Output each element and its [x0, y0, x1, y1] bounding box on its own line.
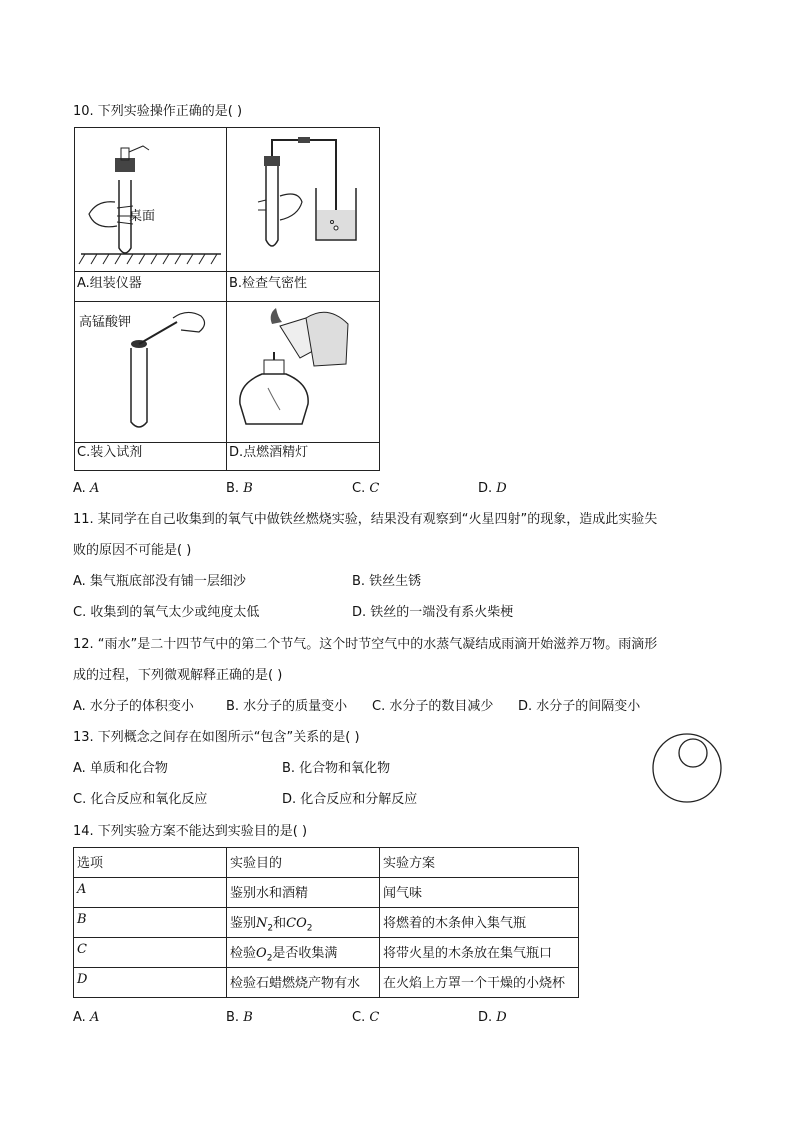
row-plan: 闻气味 — [380, 878, 579, 908]
reagent-label: 高锰酸钾 — [79, 315, 132, 330]
q14-option-c[interactable]: C. C — [352, 1010, 380, 1025]
grid-divider — [75, 301, 379, 302]
q11-stem-line2: 败的原因不可能是( ) — [73, 543, 192, 558]
table-row — [74, 878, 579, 908]
test-tube-pressing-on-table-figure — [77, 130, 225, 270]
q12-stem-line2: 成的过程，下列微观解释正确的是( ) — [73, 668, 283, 683]
q10-stem: 10. 下列实验操作正确的是( ) — [73, 104, 243, 119]
row-plan: 在火焰上方罩一个干燥的小烧杯 — [380, 968, 579, 998]
q12-option-c[interactable]: C. 水分子的数目减少 — [372, 699, 494, 714]
grid-divider — [75, 442, 379, 443]
q11-stem-line1: 11. 某同学在自己收集到的氧气中做铁丝燃烧实验，结果没有观察到“火星四射”的现象，造成此实验失 — [73, 512, 658, 527]
table-label: 桌面 — [129, 209, 156, 224]
table-row — [74, 938, 579, 968]
row-option: D — [74, 968, 227, 998]
figure-d-caption: D.点燃酒精灯 — [229, 445, 309, 460]
inclusion-relation-circles-diagram — [650, 731, 724, 805]
q12-option-d[interactable]: D. 水分子的间隔变小 — [518, 699, 641, 714]
q14-table — [73, 847, 579, 998]
table-header-row — [74, 848, 579, 878]
grid-divider — [75, 271, 379, 272]
q13-option-d[interactable]: D. 化合反应和分解反应 — [282, 792, 418, 807]
q14-option-d[interactable]: D. D — [478, 1010, 507, 1025]
q14-option-b[interactable]: B. B — [226, 1010, 253, 1025]
grid-divider — [226, 128, 227, 470]
q13-option-c[interactable]: C. 化合反应和氧化反应 — [73, 792, 208, 807]
table-row — [74, 908, 579, 938]
lighting-alcohol-lamp-figure — [228, 304, 378, 438]
header-goal: 实验目的 — [227, 848, 380, 878]
q11-option-a[interactable]: A. 集气瓶底部没有铺一层细沙 — [73, 574, 246, 589]
row-goal: 检验$O_2$是否收集满 — [227, 938, 380, 968]
row-option: C — [74, 938, 227, 968]
q11-option-b[interactable]: B. 铁丝生锈 — [352, 574, 422, 589]
row-plan: 将带火星的木条放在集气瓶口 — [380, 938, 579, 968]
q10-option-b[interactable]: B. B — [226, 481, 253, 496]
q12-stem-line1: 12. “雨水”是二十四节气中的第二个节气。这个时节空气中的水蒸气凝结成雨滴开始滋养万物。雨滴形 — [73, 637, 658, 652]
figure-c-caption: C.装入试剂 — [77, 445, 143, 460]
q14-stem: 14. 下列实验方案不能达到实验目的是( ) — [73, 824, 308, 839]
q14-option-a[interactable]: A. A — [73, 1010, 100, 1025]
q12-option-b[interactable]: B. 水分子的质量变小 — [226, 699, 348, 714]
air-tightness-check-figure — [228, 130, 378, 270]
figure-b-caption: B.检查气密性 — [229, 276, 308, 291]
header-option: 选项 — [74, 848, 227, 878]
q10-option-c[interactable]: C. C — [352, 481, 380, 496]
row-option: B — [74, 908, 227, 938]
row-goal: 鉴别$N_2$和$CO_2$ — [227, 908, 380, 938]
q13-stem: 13. 下列概念之间存在如图所示“包含”关系的是( ) — [73, 730, 360, 745]
table-row — [74, 968, 579, 998]
q10-figure-grid — [74, 127, 380, 471]
q10-option-d[interactable]: D. D — [478, 481, 507, 496]
q13-option-b[interactable]: B. 化合物和氧化物 — [282, 761, 391, 776]
row-option: A — [74, 878, 227, 908]
q11-option-c[interactable]: C. 收集到的氧气太少或纯度太低 — [73, 605, 260, 620]
q10-option-a[interactable]: A. A — [73, 481, 100, 496]
q12-option-a[interactable]: A. 水分子的体积变小 — [73, 699, 194, 714]
q11-option-d[interactable]: D. 铁丝的一端没有系火柴梗 — [352, 605, 514, 620]
q13-option-a[interactable]: A. 单质和化合物 — [73, 761, 168, 776]
row-plan: 将燃着的木条伸入集气瓶 — [380, 908, 579, 938]
figure-a-caption: A.组装仪器 — [77, 276, 142, 291]
header-plan: 实验方案 — [380, 848, 579, 878]
row-goal: 鉴别水和酒精 — [227, 878, 380, 908]
row-goal: 检验石蜡燃烧产物有水 — [227, 968, 380, 998]
